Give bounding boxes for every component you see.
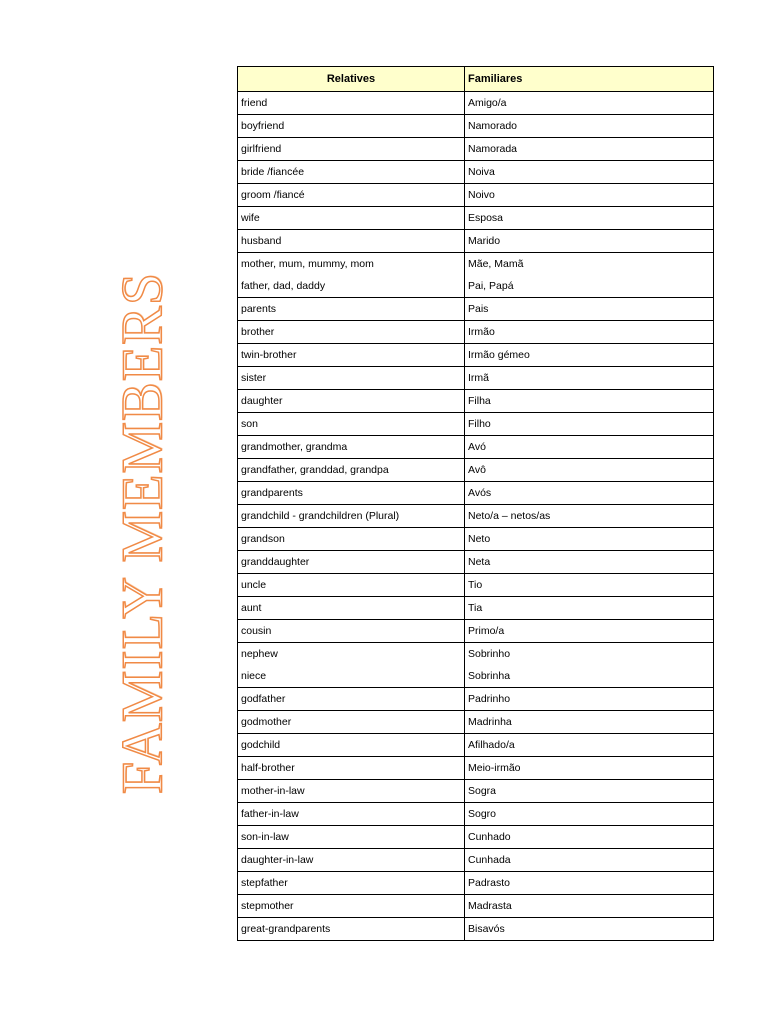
familiar-cell (465, 138, 714, 161)
table-row (238, 872, 714, 895)
relative-cell-text: granddaughter (241, 556, 310, 568)
familiar-cell (465, 367, 714, 390)
familiar-cell (465, 390, 714, 413)
familiar-cell (465, 688, 714, 711)
relative-cell-text: boyfriend (241, 120, 285, 132)
table-row (238, 528, 714, 551)
familiar-cell-text: Meio-irmão (468, 762, 521, 774)
relative-cell (238, 321, 465, 344)
relative-cell-text: girlfriend (241, 143, 282, 155)
familiar-cell (465, 643, 714, 688)
table-row (238, 803, 714, 826)
familiar-cell (465, 528, 714, 551)
familiar-cell-text: Tio (468, 579, 483, 591)
relative-cell (238, 344, 465, 367)
relative-cell (238, 688, 465, 711)
table-row (238, 115, 714, 138)
relative-cell (238, 918, 465, 941)
familiar-cell (465, 757, 714, 780)
familiar-cell-text: Irmã (468, 372, 489, 384)
familiar-cell-text: Neta (468, 556, 491, 568)
relative-cell-text: grandfather, granddad, grandpa (241, 464, 389, 476)
familiar-cell (465, 918, 714, 941)
relative-cell (238, 482, 465, 505)
relative-cell-text: son-in-law (241, 831, 289, 843)
table-row (238, 298, 714, 321)
relative-cell (238, 849, 465, 872)
familiar-cell (465, 436, 714, 459)
table-row (238, 413, 714, 436)
familiar-cell-text: Cunhado (468, 831, 511, 843)
familiar-cell (465, 734, 714, 757)
relative-cell-text: godchild (241, 739, 281, 751)
relative-cell-text: grandmother, grandma (241, 441, 348, 453)
column-header-relatives: Relatives (238, 67, 465, 92)
familiar-cell-text: Bisavós (468, 923, 505, 935)
relative-cell-text: father, dad, daddy (241, 280, 326, 292)
relative-cell (238, 734, 465, 757)
relative-cell (238, 803, 465, 826)
relative-cell-text: wife (241, 212, 260, 224)
familiar-cell (465, 780, 714, 803)
familiar-cell (465, 184, 714, 207)
relative-cell (238, 757, 465, 780)
relative-cell-text: groom /fiancé (241, 189, 305, 201)
familiar-cell (465, 872, 714, 895)
table-row (238, 620, 714, 643)
relative-cell-text: grandchild - grandchildren (Plural) (241, 510, 400, 522)
table-row (238, 711, 714, 734)
table-row (238, 344, 714, 367)
familiar-cell (465, 298, 714, 321)
relative-cell (238, 138, 465, 161)
relative-cell (238, 367, 465, 390)
table-row (238, 161, 714, 184)
table-row (238, 918, 714, 941)
relative-cell-text: mother, mum, mummy, mom (241, 258, 374, 270)
familiar-cell (465, 551, 714, 574)
table-row (238, 895, 714, 918)
familiar-cell (465, 620, 714, 643)
familiar-cell-text: Avó (468, 441, 486, 453)
relative-cell (238, 92, 465, 115)
table-row (238, 321, 714, 344)
familiar-cell (465, 92, 714, 115)
relative-cell-text: daughter (241, 395, 283, 407)
relative-cell (238, 390, 465, 413)
familiar-cell-text: Mãe, Mamã (468, 258, 524, 270)
table-row (238, 390, 714, 413)
relative-cell-text: daughter-in-law (241, 854, 314, 866)
familiar-cell-text: Sogra (468, 785, 497, 797)
relative-cell-text: half-brother (241, 762, 295, 774)
familiar-cell-text: Namorado (468, 120, 518, 132)
familiar-cell (465, 849, 714, 872)
familiar-cell-text: Primo/a (468, 625, 505, 637)
familiar-cell (465, 597, 714, 620)
table-row (238, 688, 714, 711)
familiar-cell-text: Madrasta (468, 900, 512, 912)
relative-cell (238, 895, 465, 918)
familiar-cell-text: Avós (468, 487, 492, 499)
table-row (238, 551, 714, 574)
familiar-cell (465, 459, 714, 482)
familiar-cell-text: Neto (468, 533, 491, 545)
familiar-cell (465, 895, 714, 918)
relative-cell (238, 115, 465, 138)
relative-cell (238, 620, 465, 643)
relative-cell-text: son (241, 418, 258, 430)
relative-cell (238, 184, 465, 207)
relative-cell (238, 298, 465, 321)
relative-cell (238, 574, 465, 597)
familiar-cell-text: Padrasto (468, 877, 511, 889)
relative-cell (238, 711, 465, 734)
familiar-cell (465, 253, 714, 298)
familiar-cell (465, 115, 714, 138)
relative-cell (238, 643, 465, 688)
familiar-cell-text: Pais (468, 303, 489, 315)
table-row (238, 574, 714, 597)
familiar-cell-text: Namorada (468, 143, 518, 155)
familiar-cell (465, 161, 714, 184)
column-header-familiares: Familiares (465, 67, 714, 92)
familiar-cell-text: Marido (468, 235, 501, 247)
familiar-cell-text: Padrinho (468, 693, 511, 705)
relative-cell (238, 872, 465, 895)
relative-cell-text: godfather (241, 693, 286, 705)
relative-cell-text: grandparents (241, 487, 303, 499)
familiar-cell-text: Tia (468, 602, 483, 614)
table-row (238, 253, 714, 298)
relative-cell (238, 505, 465, 528)
table-row (238, 780, 714, 803)
relative-cell-text: uncle (241, 579, 267, 591)
familiar-cell (465, 413, 714, 436)
familiar-cell-text: Madrinha (468, 716, 512, 728)
familiar-cell-text: Filha (468, 395, 491, 407)
relative-cell-text: aunt (241, 602, 262, 614)
relative-cell (238, 551, 465, 574)
familiar-cell-text: Pai, Papá (468, 280, 514, 292)
familiar-cell (465, 482, 714, 505)
familiar-cell (465, 803, 714, 826)
table-row (238, 505, 714, 528)
relative-cell-text: mother-in-law (241, 785, 305, 797)
familiar-cell-text: Irmão gémeo (468, 349, 530, 361)
relative-cell-text: father-in-law (241, 808, 299, 820)
table-row (238, 184, 714, 207)
relative-cell (238, 597, 465, 620)
familiar-cell-text: Sobrinho (468, 648, 511, 660)
relative-cell (238, 161, 465, 184)
familiar-cell-text: Amigo/a (468, 97, 507, 109)
familiar-cell-text: Avô (468, 464, 486, 476)
familiar-cell (465, 321, 714, 344)
relative-cell (238, 459, 465, 482)
familiar-cell (465, 574, 714, 597)
table-row (238, 734, 714, 757)
familiar-cell (465, 230, 714, 253)
familiar-cell-text: Sogro (468, 808, 497, 820)
familiar-cell-text: Esposa (468, 212, 504, 224)
relative-cell (238, 253, 465, 298)
relative-cell-text: stepmother (241, 900, 294, 912)
relative-cell (238, 436, 465, 459)
relative-cell-text: sister (241, 372, 267, 384)
familiar-cell-text: Noivo (468, 189, 495, 201)
familiar-cell (465, 711, 714, 734)
table-header-row (238, 67, 714, 92)
relative-cell (238, 826, 465, 849)
relative-cell-text: niece (241, 670, 267, 682)
table-row (238, 757, 714, 780)
relative-cell (238, 413, 465, 436)
table-row (238, 482, 714, 505)
table-row (238, 597, 714, 620)
relative-cell-text: stepfather (241, 877, 288, 889)
table-row (238, 207, 714, 230)
relative-cell-text: parents (241, 303, 277, 315)
table-row (238, 138, 714, 161)
table-row (238, 367, 714, 390)
relative-cell (238, 230, 465, 253)
relative-cell (238, 207, 465, 230)
relative-cell-text: husband (241, 235, 282, 247)
relative-cell-text: great-grandparents (241, 923, 331, 935)
relative-cell-text: twin-brother (241, 349, 297, 361)
table-row (238, 436, 714, 459)
familiar-cell-text: Neto/a – netos/as (468, 510, 551, 522)
familiar-cell-text: Filho (468, 418, 491, 430)
vocabulary-table (237, 66, 714, 941)
relative-cell-text: brother (241, 326, 275, 338)
table-row (238, 643, 714, 688)
familiar-cell (465, 826, 714, 849)
familiar-cell-text: Cunhada (468, 854, 511, 866)
relative-cell-text: grandson (241, 533, 285, 545)
page-title: FAMILY MEMBERS (109, 271, 175, 795)
familiar-cell-text: Irmão (468, 326, 495, 338)
familiar-cell-text: Sobrinha (468, 670, 511, 682)
familiar-cell-text: Afilhado/a (468, 739, 515, 751)
relative-cell (238, 528, 465, 551)
relative-cell-text: friend (241, 97, 268, 109)
table-row (238, 230, 714, 253)
familiar-cell-text: Noiva (468, 166, 495, 178)
relative-cell-text: godmother (241, 716, 292, 728)
familiar-cell (465, 344, 714, 367)
relative-cell-text: nephew (241, 648, 278, 660)
table-row (238, 459, 714, 482)
relative-cell (238, 780, 465, 803)
table-row (238, 849, 714, 872)
table-row (238, 92, 714, 115)
table-row (238, 826, 714, 849)
familiar-cell (465, 207, 714, 230)
familiar-cell (465, 505, 714, 528)
relative-cell-text: cousin (241, 625, 272, 637)
relative-cell-text: bride /fiancée (241, 166, 305, 178)
